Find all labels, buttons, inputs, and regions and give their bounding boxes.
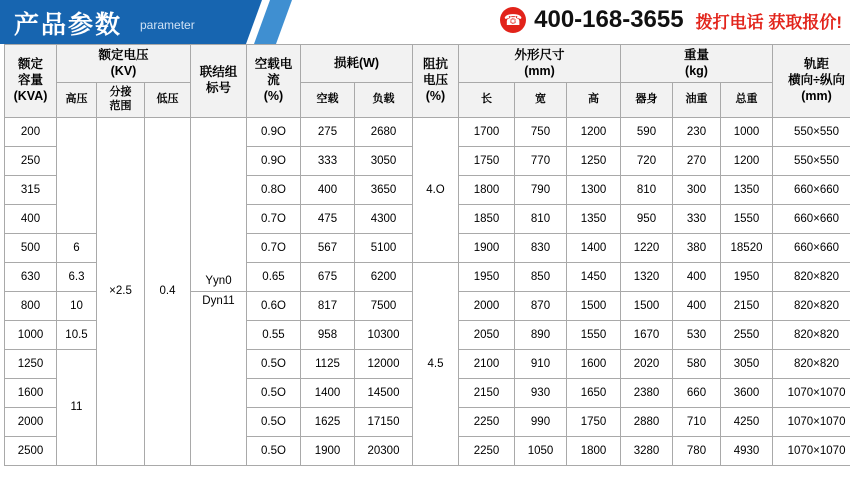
cell-body-weight: 2880	[621, 407, 673, 436]
cell-oil-weight: 330	[673, 204, 721, 233]
cell-width: 990	[515, 407, 567, 436]
cell-track: 550×550	[773, 146, 850, 175]
cell-width: 890	[515, 320, 567, 349]
cell-length: 1900	[459, 233, 515, 262]
cell-body-weight: 3280	[621, 436, 673, 465]
cell-low-voltage: 0.4	[145, 117, 191, 465]
cell-width: 1050	[515, 436, 567, 465]
cell-loss-load: 12000	[355, 349, 413, 378]
cell-high-voltage: 10.5	[57, 320, 97, 349]
header-dimensions-group: 外形尺寸 (mm)	[459, 45, 621, 83]
cell-height: 1400	[567, 233, 621, 262]
cell-total-weight: 4250	[721, 407, 773, 436]
cell-loss-no-load: 1900	[301, 436, 355, 465]
cell-capacity: 400	[5, 204, 57, 233]
cell-track: 820×820	[773, 320, 850, 349]
cell-total-weight: 2550	[721, 320, 773, 349]
header-weight-oil: 油重	[673, 83, 721, 118]
header-impedance-voltage: 阻抗 电压 (%)	[413, 45, 459, 118]
cell-total-weight: 18520	[721, 233, 773, 262]
cell-no-load-current: 0.6O	[247, 291, 301, 320]
contact-block[interactable]	[500, 6, 842, 34]
cell-loss-no-load: 1625	[301, 407, 355, 436]
cell-loss-load: 3050	[355, 146, 413, 175]
cell-loss-no-load: 675	[301, 262, 355, 291]
header-tap-range: 分接 范围	[97, 83, 145, 118]
cell-impedance-2: 4.5	[413, 262, 459, 465]
cell-length: 2100	[459, 349, 515, 378]
cell-length: 2050	[459, 320, 515, 349]
telephone-icon: ☎	[500, 7, 526, 33]
cell-high-voltage: 11	[57, 349, 97, 465]
cell-width: 750	[515, 117, 567, 146]
cell-loss-load: 14500	[355, 378, 413, 407]
cell-capacity: 2000	[5, 407, 57, 436]
cell-height: 1550	[567, 320, 621, 349]
cell-no-load-current: 0.7O	[247, 204, 301, 233]
cell-capacity: 2500	[5, 436, 57, 465]
header-loss-no-load: 空载	[301, 83, 355, 118]
cell-capacity: 630	[5, 262, 57, 291]
cell-height: 1300	[567, 175, 621, 204]
cell-body-weight: 1220	[621, 233, 673, 262]
cell-total-weight: 4930	[721, 436, 773, 465]
cell-width: 930	[515, 378, 567, 407]
cell-total-weight: 1350	[721, 175, 773, 204]
cell-high-voltage-blank	[57, 117, 97, 233]
header-loss-load: 负载	[355, 83, 413, 118]
cell-height: 1200	[567, 117, 621, 146]
cell-width: 910	[515, 349, 567, 378]
cell-loss-load: 4300	[355, 204, 413, 233]
header-dim-width: 宽	[515, 83, 567, 118]
cell-track: 820×820	[773, 262, 850, 291]
cell-length: 1750	[459, 146, 515, 175]
cell-no-load-current: 0.5O	[247, 436, 301, 465]
cell-track: 1070×1070	[773, 436, 850, 465]
cell-track: 660×660	[773, 204, 850, 233]
cell-oil-weight: 230	[673, 117, 721, 146]
table-body	[5, 117, 850, 465]
page-header-banner	[0, 0, 850, 44]
cell-loss-load: 3650	[355, 175, 413, 204]
header-dim-height: 高	[567, 83, 621, 118]
cell-loss-no-load: 475	[301, 204, 355, 233]
cell-impedance-1: 4.O	[413, 117, 459, 262]
cell-length: 1950	[459, 262, 515, 291]
header-track-gauge: 轨距 横向÷纵向 (mm)	[773, 45, 850, 118]
cell-oil-weight: 580	[673, 349, 721, 378]
cell-loss-load: 17150	[355, 407, 413, 436]
cell-capacity: 250	[5, 146, 57, 175]
cell-body-weight: 1670	[621, 320, 673, 349]
cell-loss-no-load: 1400	[301, 378, 355, 407]
cell-capacity: 800	[5, 291, 57, 320]
cell-total-weight: 1550	[721, 204, 773, 233]
cell-body-weight: 1500	[621, 291, 673, 320]
cell-loss-load: 5100	[355, 233, 413, 262]
cell-height: 1800	[567, 436, 621, 465]
header-weight-group: 重量 (kg)	[621, 45, 773, 83]
cell-no-load-current: 0.5O	[247, 407, 301, 436]
cell-body-weight: 720	[621, 146, 673, 175]
cell-total-weight: 3600	[721, 378, 773, 407]
header-row-1	[5, 45, 850, 83]
cell-body-weight: 950	[621, 204, 673, 233]
cell-oil-weight: 660	[673, 378, 721, 407]
banner-blue-accent-shape	[254, 0, 292, 44]
cell-high-voltage: 6	[57, 233, 97, 262]
cell-capacity: 1000	[5, 320, 57, 349]
cell-capacity: 1600	[5, 378, 57, 407]
cell-height: 1600	[567, 349, 621, 378]
cell-no-load-current: 0.9O	[247, 117, 301, 146]
cell-capacity: 1250	[5, 349, 57, 378]
cell-track: 550×550	[773, 117, 850, 146]
cell-length: 2150	[459, 378, 515, 407]
cell-body-weight: 810	[621, 175, 673, 204]
cell-height: 1650	[567, 378, 621, 407]
cell-height: 1250	[567, 146, 621, 175]
cell-oil-weight: 710	[673, 407, 721, 436]
header-no-load-current: 空载电 流 (%)	[247, 45, 301, 118]
cell-oil-weight: 530	[673, 320, 721, 349]
cell-loss-load: 10300	[355, 320, 413, 349]
cell-no-load-current: 0.55	[247, 320, 301, 349]
cell-height: 1750	[567, 407, 621, 436]
cell-loss-load: 7500	[355, 291, 413, 320]
cell-no-load-current: 0.5O	[247, 378, 301, 407]
cell-body-weight: 590	[621, 117, 673, 146]
cell-body-weight: 2020	[621, 349, 673, 378]
cell-loss-no-load: 275	[301, 117, 355, 146]
cell-capacity: 200	[5, 117, 57, 146]
cell-total-weight: 1950	[721, 262, 773, 291]
header-dim-length: 长	[459, 83, 515, 118]
cell-total-weight: 2150	[721, 291, 773, 320]
cell-width: 810	[515, 204, 567, 233]
cell-loss-no-load: 567	[301, 233, 355, 262]
parameters-table-wrap	[0, 44, 850, 466]
header-loss-group: 损耗(W)	[301, 45, 413, 83]
cell-width: 830	[515, 233, 567, 262]
cell-loss-no-load: 958	[301, 320, 355, 349]
header-weight-body: 器身	[621, 83, 673, 118]
table-header	[5, 45, 850, 118]
cell-length: 1800	[459, 175, 515, 204]
table-row	[5, 117, 850, 146]
cell-length: 1850	[459, 204, 515, 233]
cell-track: 1070×1070	[773, 407, 850, 436]
cell-length: 1700	[459, 117, 515, 146]
header-rated-voltage-group: 额定电压 (KV)	[57, 45, 191, 83]
cell-oil-weight: 300	[673, 175, 721, 204]
header-capacity: 额定 容量 (KVA)	[5, 45, 57, 118]
cell-total-weight: 3050	[721, 349, 773, 378]
cell-high-voltage: 6.3	[57, 262, 97, 291]
cell-capacity: 500	[5, 233, 57, 262]
cell-loss-no-load: 817	[301, 291, 355, 320]
cell-loss-load: 6200	[355, 262, 413, 291]
cell-length: 2000	[459, 291, 515, 320]
header-connection-symbol: 联结组 标号	[191, 45, 247, 118]
cell-oil-weight: 380	[673, 233, 721, 262]
header-high-voltage: 高压	[57, 83, 97, 118]
cell-width: 870	[515, 291, 567, 320]
cell-track: 660×660	[773, 233, 850, 262]
cell-loss-load: 2680	[355, 117, 413, 146]
cell-no-load-current: 0.7O	[247, 233, 301, 262]
cell-track: 820×820	[773, 349, 850, 378]
cell-track: 660×660	[773, 175, 850, 204]
cell-width: 770	[515, 146, 567, 175]
call-to-action-text[interactable]: 拨打电话 获取报价!	[695, 12, 842, 32]
cell-total-weight: 1200	[721, 146, 773, 175]
page-subtitle: parameter	[140, 18, 195, 32]
cell-oil-weight: 780	[673, 436, 721, 465]
header-low-voltage: 低压	[145, 83, 191, 118]
cell-length: 2250	[459, 407, 515, 436]
cell-connection: Yyn0 Dyn11	[191, 117, 247, 465]
cell-width: 850	[515, 262, 567, 291]
cell-loss-no-load: 400	[301, 175, 355, 204]
page-title: 产品参数	[14, 11, 123, 39]
cell-total-weight: 1000	[721, 117, 773, 146]
cell-no-load-current: 0.5O	[247, 349, 301, 378]
cell-height: 1450	[567, 262, 621, 291]
cell-oil-weight: 270	[673, 146, 721, 175]
cell-no-load-current: 0.65	[247, 262, 301, 291]
cell-tap-range: ×2.5	[97, 117, 145, 465]
cell-oil-weight: 400	[673, 262, 721, 291]
cell-loss-no-load: 333	[301, 146, 355, 175]
cell-track: 1070×1070	[773, 378, 850, 407]
cell-length: 2250	[459, 436, 515, 465]
cell-height: 1500	[567, 291, 621, 320]
cell-capacity: 315	[5, 175, 57, 204]
product-parameters-table	[4, 44, 850, 466]
phone-number[interactable]: 400-168-3655	[534, 6, 684, 33]
cell-width: 790	[515, 175, 567, 204]
cell-track: 820×820	[773, 291, 850, 320]
cell-body-weight: 2380	[621, 378, 673, 407]
cell-loss-no-load: 1125	[301, 349, 355, 378]
cell-no-load-current: 0.9O	[247, 146, 301, 175]
cell-high-voltage: 10	[57, 291, 97, 320]
cell-no-load-current: 0.8O	[247, 175, 301, 204]
cell-loss-load: 20300	[355, 436, 413, 465]
cell-oil-weight: 400	[673, 291, 721, 320]
cell-body-weight: 1320	[621, 262, 673, 291]
cell-height: 1350	[567, 204, 621, 233]
header-weight-total: 总重	[721, 83, 773, 118]
